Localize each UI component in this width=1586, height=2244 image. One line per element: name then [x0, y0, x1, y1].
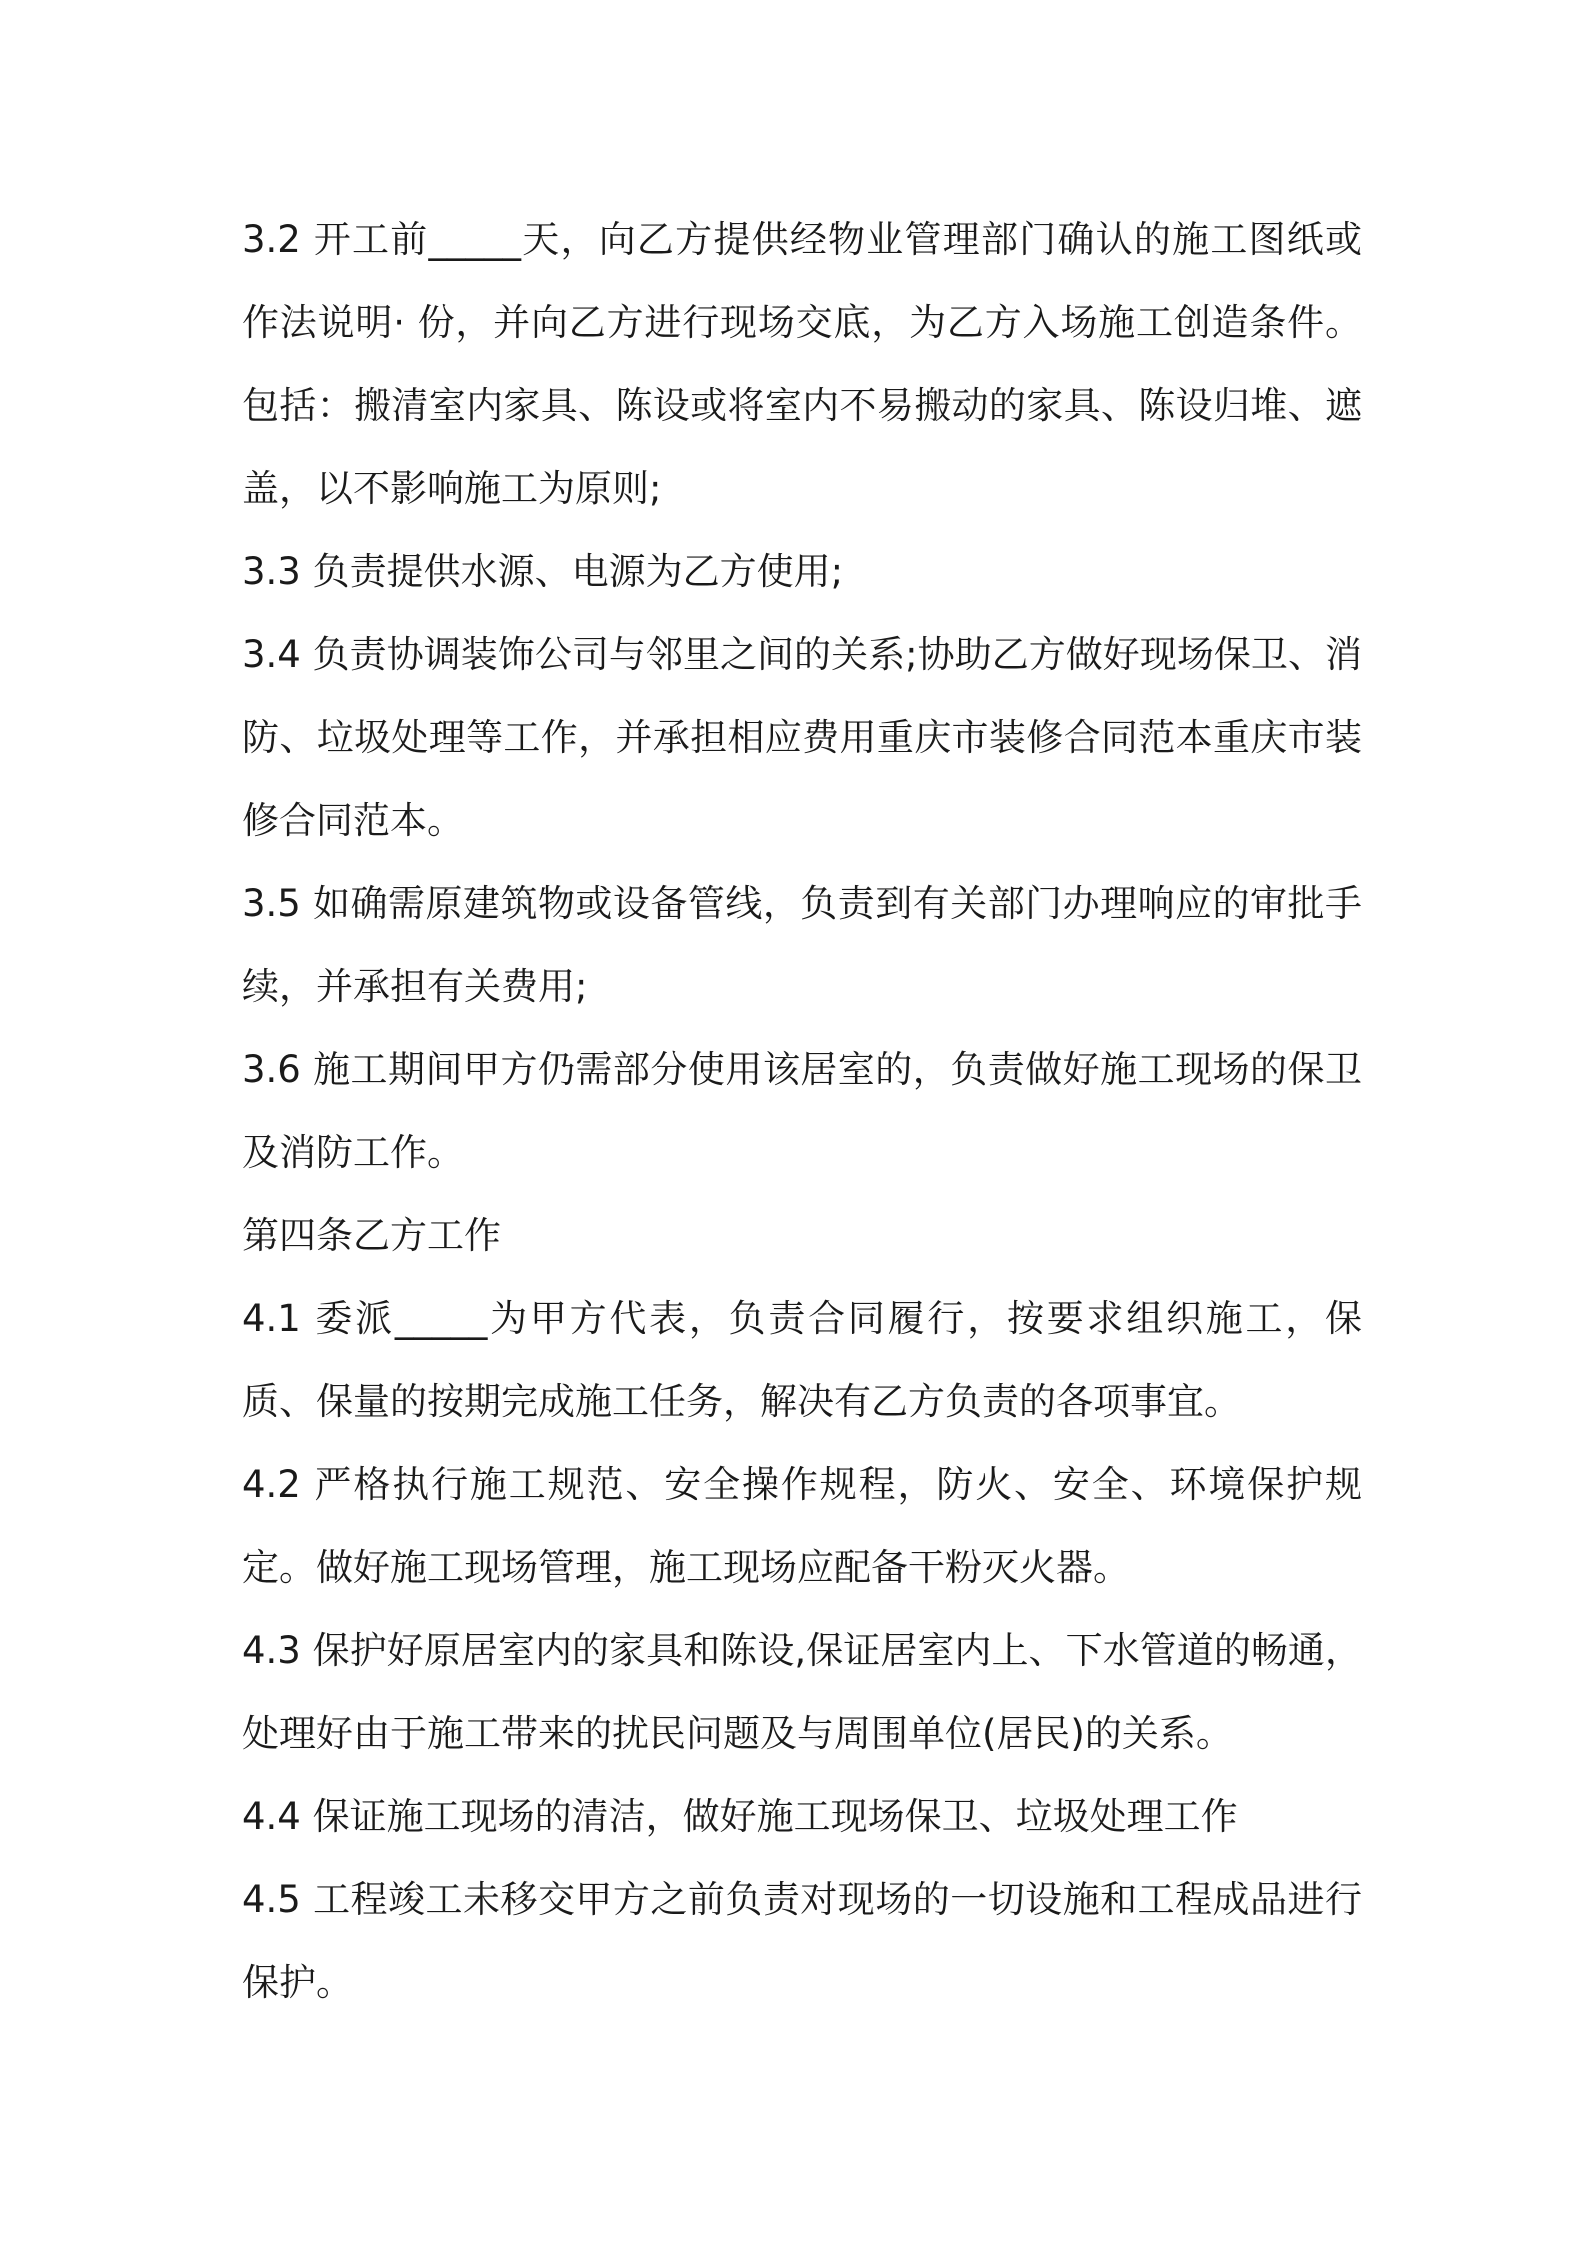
document-body — [242, 198, 1362, 2024]
clause-4-1: 4.1 委派_____为甲方代表，负责合同履行，按要求组织施工，保质、保量的按期完成施工任务，解决有乙方负责的各项事宜。 — [242, 1297, 1362, 1423]
section-heading-article-4: 第四条乙方工作 — [242, 1214, 501, 1257]
clause-3-3: 3.3 负责提供水源、电源为乙方使用; — [242, 550, 844, 593]
clause-3-5: 3.5 如确需原建筑物或设备管线，负责到有关部门办理响应的审批手续，并承担有关费用; — [242, 882, 1362, 1008]
clause-4-5: 4.5 工程竣工未移交甲方之前负责对现场的一切设施和工程成品进行保护。 — [242, 1878, 1362, 2004]
clause-3-4: 3.4 负责协调装饰公司与邻里之间的关系;协助乙方做好现场保卫、消防、垃圾处理等工作，并承担相应费用重庆市装修合同范本重庆市装修合同范本。 — [242, 633, 1362, 842]
clause-3-2: 3.2 开工前_____天，向乙方提供经物业管理部门确认的施工图纸或作法说明· 份，并向乙方进行现场交底，为乙方入场施工创造条件。包括：搬清室内家具、陈设或将室内不易搬动的家具、陈设归堆、遮盖，以不影响施工为原则; — [242, 218, 1362, 510]
clause-4-4: 4.4 保证施工现场的清洁，做好施工现场保卫、垃圾处理工作 — [242, 1795, 1238, 1838]
clause-3-6: 3.6 施工期间甲方仍需部分使用该居室的，负责做好施工现场的保卫及消防工作。 — [242, 1048, 1362, 1174]
clause-4-3: 4.3 保护好原居室内的家具和陈设,保证居室内上、下水管道的畅通，处理好由于施工带来的扰民问题及与周围单位(居民)的关系。 — [242, 1629, 1362, 1755]
clause-4-2: 4.2 严格执行施工规范、安全操作规程，防火、安全、环境保护规定。做好施工现场管理，施工现场应配备干粉灭火器。 — [242, 1463, 1362, 1589]
